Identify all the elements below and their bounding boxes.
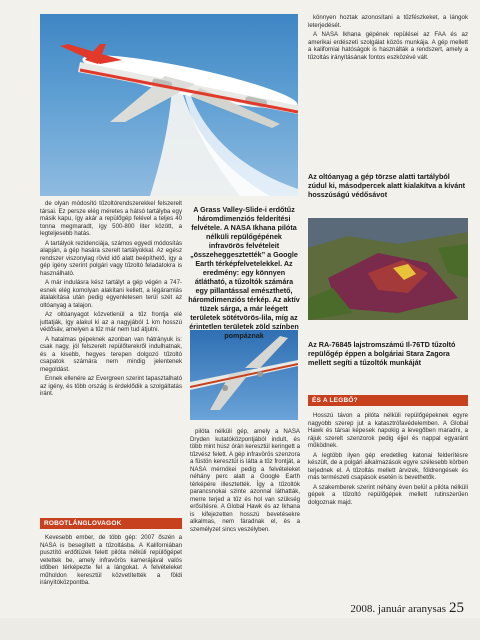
column-right-body-top — [308, 14, 468, 164]
section-heading-robot: ROBOTLÁNGLOVAGOK — [40, 518, 182, 529]
paragraph: A tartályok rezidenciája, számos egyedi módosítás alapján, a gép hasára szerelt tartályokkal. Az egész rendszer viszonylag rövid idő alatt beépíthető, így a gép igény szerint polgári vagy tűzoltó feladatokra is használható. — [40, 239, 182, 277]
side-photo-caption-top: Az oltóanyag a gép törzse alatti tartályból zúdul ki, másodpercek alatt kialakítva a kívánt hosszúságú védősávot — [308, 172, 465, 199]
footer-label: 2008. január aranysas — [350, 603, 446, 615]
paragraph: Ennek ellenére az Evergreen szerint tapasztalható az igény, és több ország is érdeklődik a szolgáltatás iránt. — [40, 375, 182, 397]
paragraph: A már indulásra kész tartályt a gép végén a 747-esnek elég komolyan alakítani kellett, a légáramlás átalakítása után pedig egyenletesen terül szét az oltóanyag a talajon. — [40, 279, 182, 309]
page-bottom-strip — [0, 618, 480, 640]
il76-air-tanker-photo — [190, 330, 298, 420]
dc10-illustration — [40, 14, 298, 196]
paragraph: Hosszú távon a pilóta nélküli repülőgépeknek egyre nagyobb szerep jut a katasztrófavédelemben. A Global Hawk és társai képesek napokig a levegőben maradni, a rájuk szerelt szenzorok pedig éjjel és nappal egyaránt működnek. — [308, 412, 468, 449]
paragraph: könnyen hoztak azonosítani a tűzfészkeket, a lángok leterjedését. — [308, 14, 468, 29]
page-number: 25 — [449, 600, 464, 616]
side-photo-caption-bottom: Az RA-76845 lajstromszámú Il-76TD tűzoltó repülőgép éppen a bolgáriai Stara Zagora mellett segíti a tűzoltók munkáját — [308, 340, 456, 367]
paragraph: Az oltóanyagot közvetlenül a tűz frontja elé juttatják, így alakul ki az a nagyjából 1 km hosszú védősáv, amelyen a tűz már nem tud átjutni. — [40, 311, 182, 333]
page-footer — [350, 600, 464, 617]
column-right-body-bottom — [308, 412, 468, 597]
paragraph: Kevesebb ember, de több gép: 2007 őszén a NASA is besegített a tűzoltásba. A Kaliforniában pusztító erdőtüzek felett pilóta nélküli repülőgépet vetettek be, amely infravörös kamerájával valós időben térképezte fel a lángokat. A felvételeket műholdon keresztül közvetítették a földi irányítóközpontba. — [40, 534, 182, 586]
paragraph: A hatalmas gépeknek azonban van hátrányuk is: csak nagy, jól felszerelt repülőterekről indulhatnak, és a kisebb, hegyes terepen dolgozó tűzoltó csapatok számára nem mindig jelentenek megoldást. — [40, 335, 182, 373]
paragraph: A szakemberek szerint néhány éven belül a pilóta nélküli gépek a tűzoltó repülőgépek mellett rutinszerűen dolgoznak majd. — [308, 483, 468, 506]
paragraph: A legtöbb ilyen gép eredetileg katonai felderítésre készült, de a polgári alkalmazások egyre szélesebb körben terjednek el. A tűzoltás mellett árvizek, földrengések és más természeti csapások esetén is bevethetők. — [308, 451, 468, 481]
3d-fire-map-photo — [308, 218, 468, 320]
dc10-air-tanker-photo — [40, 14, 298, 196]
main-photo-caption: A Grass Valley-Slide-i erdőtűz háromdimenziós felderítési felvétele. A NASA Ikhana pilóta nélküli repülőgépének infravörös felvételeit „összeheggesztették” a Google Earth térképfelvetelekkel. Az eredmény: egy könnyen átlátható, a tűzoltók számára egy pillantással emészthető, háromdimenziós térkép. Az aktív tüzek sárga, a már leégett területek sötétvörös-lila, míg az érintetlen területek zöld színben pompáznak — [188, 205, 300, 340]
paragraph: A NASA Ikhana gépének repülései az FAA és az amerikai erdészeti szolgálat közös munkája. A gép mellett a kaliforniai hatóságok is használták a rendszert, amely a tűzoltás irányításának fontos eszközévé vált. — [308, 31, 468, 61]
section-heading-leg: ÉS A LEGBŐ? — [308, 395, 468, 406]
il76-illustration — [190, 330, 298, 420]
column-middle-body — [190, 428, 300, 616]
column-left-body-lower — [40, 534, 182, 616]
3d-map-illustration — [308, 218, 468, 320]
column-left-body — [40, 200, 182, 495]
paragraph: pilóta nélküli gép, amely a NASA Dryden kutatóközpontjából indult, és több mint húsz órán keresztül keringett a tűzvész felett. A gép infravörös szenzora a füstön keresztül is látta a tűz frontját, a NASA mérnökei pedig a felvételeket néhány perc alatt a Google Earth térképére illesztették. Így a tűzoltók parancsnokai szinte azonnal láthatták, merre terjed a tűz és hol van szükség erősítésre. A Global Hawk és az Ikhana is kifejezetten hosszú bevetésekre alkalmas, nem fáradnak el, és a személyzet sincs veszélyben. — [190, 428, 300, 533]
paragraph: de olyan módosító tűzoltórendszerekkel felszerelt társai. Ez persze elég méretes a hátsó tartályba egy másik kapu, így akár a repülőgép felével a teljes 40 tonna megmaradt, így 500-800 liter között, a legteljesebb hatás. — [40, 200, 182, 237]
